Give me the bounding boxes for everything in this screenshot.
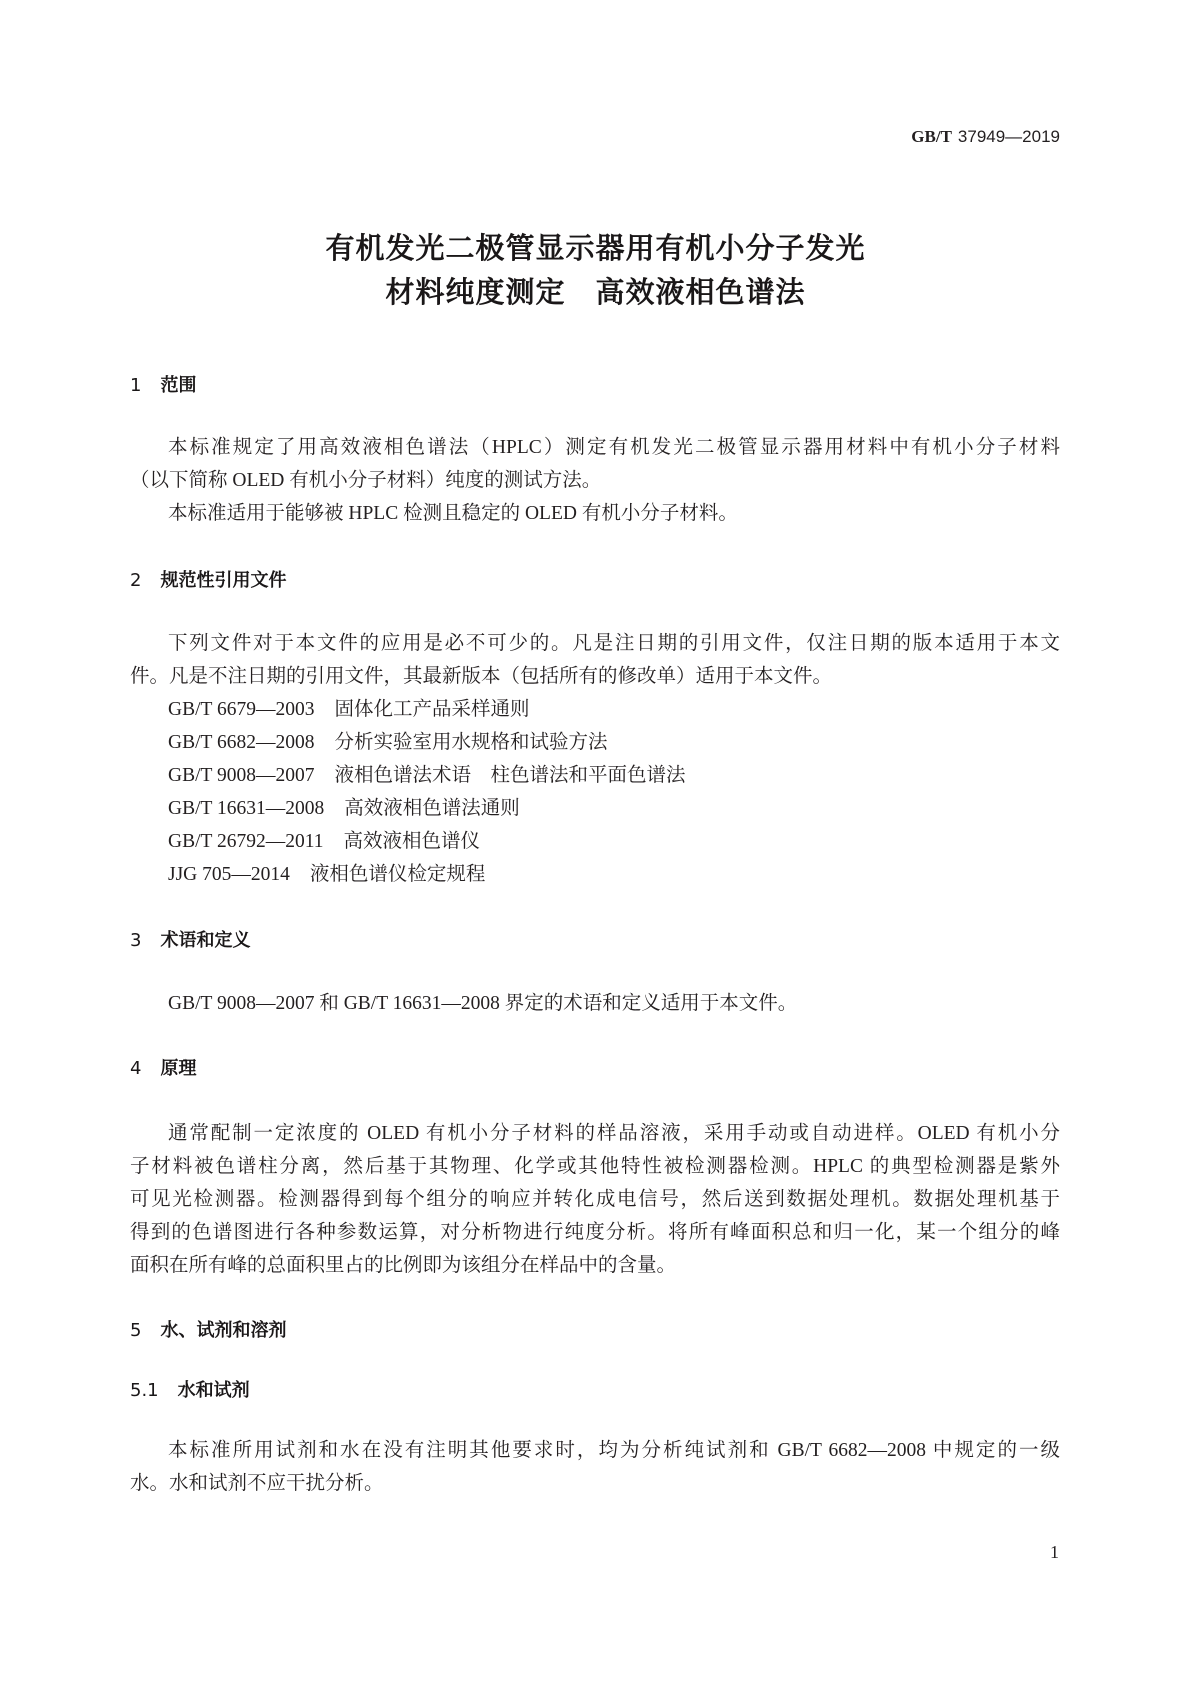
section-number: 2	[130, 570, 142, 591]
reference-code: GB/T 9008—2007	[168, 765, 315, 786]
paragraph-line: GB/T 9008—2007 和 GB/T 16631—2008 界定的术语和定义适用于本文件。	[168, 993, 798, 1014]
section-heading	[130, 564, 1060, 597]
subsection-heading	[130, 1374, 1060, 1407]
section-number: 1	[130, 375, 142, 396]
paragraph-line: 子材料被色谱柱分离，然后基于其物理、化学或其他特性被检测器检测。HPLC 的典型检测器是紫外	[130, 1156, 1060, 1177]
section-title: 范围	[160, 375, 197, 396]
paragraph-line: 本标准适用于能够被 HPLC 检测且稳定的 OLED 有机小分子材料。	[168, 503, 738, 524]
paragraph-line: 本标准所用试剂和水在没有注明其他要求时，均为分析纯试剂和 GB/T 6682—2008 中规定的一级	[168, 1440, 1060, 1461]
paragraph-line: 得到的色谱图进行各种参数运算，对分析物进行纯度分析。将所有峰面积总和归一化，某一个组分的峰	[130, 1222, 1060, 1243]
section-number: 5	[130, 1320, 142, 1341]
paragraph-line: 下列文件对于本文件的应用是必不可少的。凡是注日期的引用文件，仅注日期的版本适用于本文	[168, 633, 1060, 654]
reference-item	[130, 792, 1060, 825]
section-number: 3	[130, 930, 142, 951]
subsection-title: 水和试剂	[177, 1380, 250, 1401]
reference-title: 液相色谱法术语 柱色谱法和平面色谱法	[334, 765, 686, 786]
reference-item	[130, 693, 1060, 726]
paragraph-line: 面积在所有峰的总面积里占的比例即为该组分在样品中的含量。	[130, 1255, 677, 1276]
reference-title: 固体化工产品采样通则	[334, 699, 530, 720]
section-heading	[130, 369, 1060, 402]
section-title: 原理	[160, 1058, 197, 1079]
paragraph-line: 通常配制一定浓度的 OLED 有机小分子材料的样品溶液，采用手动或自动进样。OLED 有机小分	[168, 1123, 1060, 1144]
subsection-5-1-heading-block	[130, 1374, 1060, 1407]
document-title-line-2: 材料纯度测定 高效液相色谱法	[385, 275, 806, 309]
paragraph-line: （以下简称 OLED 有机小分子材料）纯度的测试方法。	[130, 470, 602, 491]
section-4-heading-block	[130, 1052, 1060, 1085]
section-title: 水、试剂和溶剂	[160, 1320, 287, 1341]
paragraph-line: 水。水和试剂不应干扰分析。	[130, 1473, 384, 1494]
section-3-heading-block	[130, 924, 1060, 957]
reference-item	[130, 858, 1060, 891]
reference-title: 液相色谱仪检定规程	[309, 864, 486, 885]
reference-item	[130, 759, 1060, 792]
section-1-body	[130, 431, 1060, 530]
section-5-heading-block	[130, 1314, 1060, 1347]
reference-code: GB/T 6679—2003	[168, 699, 315, 720]
reference-item	[130, 825, 1060, 858]
section-heading	[130, 924, 1060, 957]
section-number: 4	[130, 1058, 142, 1079]
section-2-heading-block	[130, 564, 1060, 597]
reference-title: 分析实验室用水规格和试验方法	[334, 732, 608, 753]
subsection-number: 5.1	[130, 1380, 159, 1401]
section-1-heading-block	[130, 369, 1060, 402]
standard-prefix: GB/T	[911, 127, 952, 146]
standard-code-header	[911, 125, 1060, 149]
reference-title: 高效液相色谱仪	[343, 831, 480, 852]
reference-title: 高效液相色谱法通则	[344, 798, 520, 819]
paragraph-line: 件。凡是不注日期的引用文件，其最新版本（包括所有的修改单）适用于本文件。	[130, 666, 833, 687]
standard-number: 37949—2019	[957, 127, 1060, 146]
paragraph-line: 本标准规定了用高效液相色谱法（HPLC）测定有机发光二极管显示器用材料中有机小分子材料	[168, 437, 1060, 458]
page-number: 1	[1050, 1542, 1059, 1562]
section-heading	[130, 1314, 1060, 1347]
subsection-5-1-body	[130, 1434, 1060, 1500]
section-2-body	[130, 627, 1060, 891]
reference-code: JJG 705—2014	[168, 864, 290, 885]
paragraph-line: 可见光检测器。检测器得到每个组分的响应并转化成电信号，然后送到数据处理机。数据处理机基于	[130, 1189, 1060, 1210]
reference-code: GB/T 16631—2008	[168, 798, 325, 819]
reference-item	[130, 726, 1060, 759]
section-3-body	[130, 987, 1060, 1020]
document-title-line-1: 有机发光二极管显示器用有机小分子发光	[325, 231, 866, 265]
reference-code: GB/T 26792—2011	[168, 831, 324, 852]
section-title: 规范性引用文件	[160, 570, 287, 591]
reference-code: GB/T 6682—2008	[168, 732, 315, 753]
section-4-body	[130, 1117, 1060, 1282]
section-title: 术语和定义	[160, 930, 251, 951]
section-heading	[130, 1052, 1060, 1085]
